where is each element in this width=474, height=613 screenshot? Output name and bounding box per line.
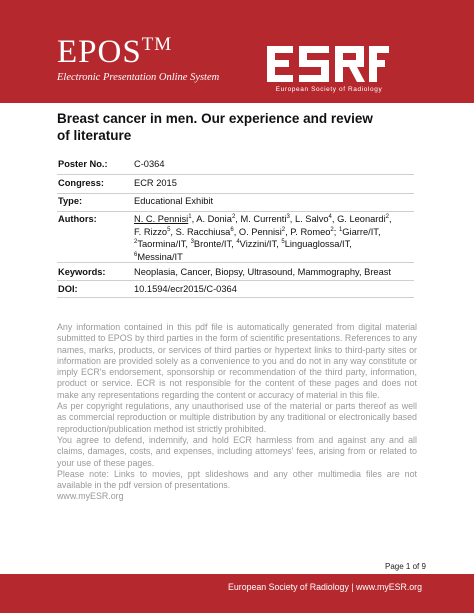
- divider: [57, 211, 414, 212]
- authors-value: N. C. Pennisi$^1$, A. Donia$^2$, M. Currenti$^3$, L. Salvo$^4$, G. Leonardi$^2$, F. Rizzo$^5$, S. Racchiusa$^6$, O. Pennisi$^2$, P. Romeo$^2$; $^1$Giarre/IT, $^2$Taormina/IT, $^3$Bronte/IT, $^4$Vizzini/IT, $^5$Linguaglossa/IT, $^6$Messina/IT: [134, 213, 392, 262]
- author-name: M. Currenti: [240, 214, 287, 224]
- keywords-label: Keywords:: [58, 267, 106, 277]
- footer-banner: [0, 574, 474, 613]
- author-name: F. Rizzo: [134, 226, 168, 237]
- poster-number-value: C-0364: [134, 159, 165, 169]
- esr-caption: European Society of Radiology: [275, 86, 383, 93]
- page-number: Page 1 of 9: [385, 562, 426, 571]
- esr-logo: [265, 44, 390, 84]
- divider: [57, 262, 414, 263]
- affiliation: Messina/IT: [137, 251, 183, 262]
- congress-label: Congress:: [58, 178, 104, 188]
- congress-value: ECR 2015: [134, 178, 177, 188]
- poster-number-label: Poster No.:: [58, 159, 108, 169]
- disclaimer-paragraph: Any information contained in this pdf file is automatically generated from digital material submitted to EPOS by third parties in the form of scientific presentations. References to any names, marks, products, or services of third parties or hypertext links to third-party sites or information are provided solely as a convenience to you and do not in any way constitute or imply ECR's endorsement, sponsorship or recommendation of the third party, information, product or service. ECR is not responsible for the content of these pages and does not make any representations regarding the content or accuracy of material in this file.: [57, 322, 417, 400]
- disclaimer-paragraph: Please note: Links to movies, ppt slideshows and any other multimedia files are not available in the pdf version of presentations.: [57, 468, 417, 491]
- keywords-value: Neoplasia, Cancer, Biopsy, Ultrasound, Mammography, Breast: [134, 267, 391, 277]
- author-name: A. Donia: [196, 214, 232, 224]
- epos-logo: EPOS™: [57, 34, 173, 70]
- divider: [57, 193, 414, 194]
- author-name: S. Racchiusa: [175, 226, 231, 237]
- doi-label: DOI:: [58, 284, 78, 294]
- affiliation: Vizzini/IT: [239, 239, 277, 249]
- footer-text: European Society of Radiology | www.myESR.org: [228, 582, 422, 592]
- author-name: P. Romeo: [290, 226, 331, 237]
- divider: [57, 297, 414, 298]
- disclaimer-paragraph: You agree to defend, indemnify, and hold ECR harmless from and against any and all claims, damages, costs, and expenses, including attorneys' fees, arising from or related to your use of these pages.: [57, 434, 417, 468]
- authors-label: Authors:: [58, 214, 97, 224]
- author-name: L. Salvo: [294, 214, 329, 224]
- disclaimer-paragraph: As per copyright regulations, any unauthorised use of the material or parts thereof as well as commercial reproduction or multiple distribution by any traditional or electronically based reproduction/publication method ist strictly prohibited.: [57, 401, 417, 434]
- affiliation: Giarre/IT: [342, 226, 378, 237]
- author-name: O. Pennisi: [238, 226, 282, 237]
- divider: [57, 174, 414, 175]
- affiliation: Taormina/IT: [137, 239, 186, 249]
- affiliation: Linguaglossa/IT: [284, 239, 350, 249]
- header-banner: [0, 0, 474, 103]
- doi-value: 10.1594/ecr2015/C-0364: [134, 284, 237, 294]
- divider: [57, 280, 414, 281]
- esr-website-link[interactable]: www.myESR.org: [57, 491, 124, 502]
- affiliation: Bronte/IT: [193, 239, 232, 249]
- type-value: Educational Exhibit: [134, 196, 214, 206]
- disclaimer-text: [57, 322, 417, 503]
- type-label: Type:: [58, 196, 83, 206]
- poster-title: Breast cancer in men. Our experience and review of literature: [57, 111, 373, 143]
- author-name: N. C. Pennisi: [134, 214, 189, 224]
- epos-subtitle: Electronic Presentation Online System: [57, 72, 220, 83]
- author-name: G. Leonardi: [337, 214, 386, 224]
